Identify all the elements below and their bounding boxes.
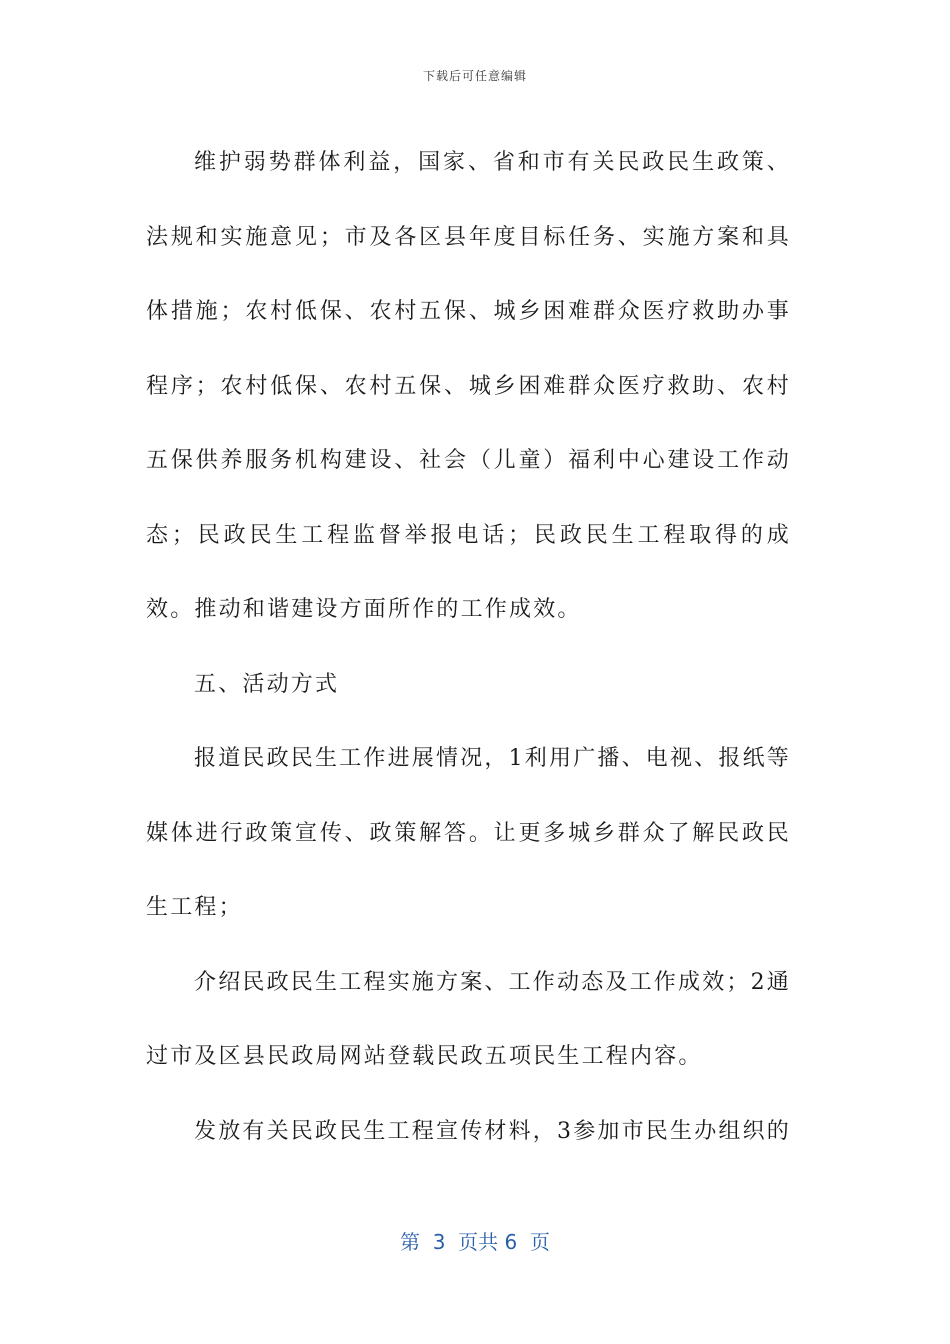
page-number: 第 3 页共 6 页 <box>400 1230 550 1254</box>
paragraph-benefits: 维护弱势群体利益，国家、省和市有关民政民生政策、法规和实施意见；市及各区县年度目标任务、实施方案和具体措施；农村低保、农村五保、城乡困难群众医疗救助办事程序；农村低保、农村五保、城乡困难群众医疗救助、农村五保供养服务机构建设、社会（儿童）福利中心建设工作动态；民政民生工程监督举报电话；民政民生工程取得的成效。推动和谐建设方面所作的工作成效。 <box>146 150 791 622</box>
section-heading-activity-methods: 五、活动方式 <box>194 671 340 697</box>
paragraph-materials: 发放有关民政民生工程宣传材料，3参加市民生办组织的 <box>194 1118 791 1144</box>
paragraph-reporting: 报道民政民生工作进展情况，1利用广播、电视、报纸等媒体进行政策宣传、政策解答。让更多城乡群众了解民政民生工程； <box>146 746 791 920</box>
paragraph-introduction: 介绍民政民生工程实施方案、工作动态及工作成效；2通过市及区县民政局网站登载民政五项民生工程内容。 <box>146 969 791 1069</box>
header-note: 下载后可任意编辑 <box>422 69 527 83</box>
document-body <box>146 126 791 1169</box>
